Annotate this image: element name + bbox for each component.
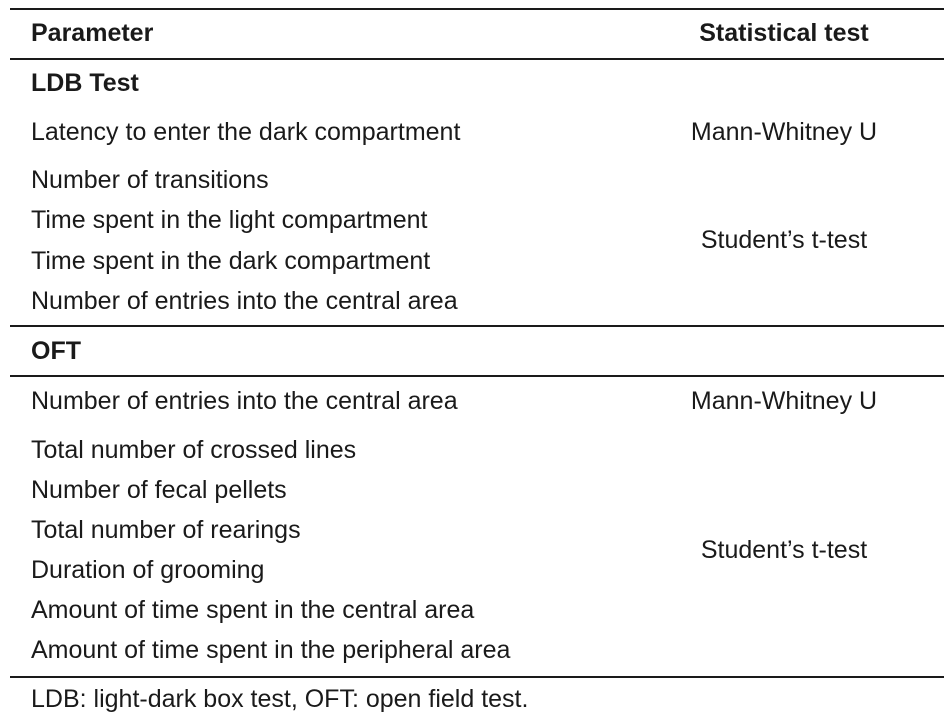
header-rule xyxy=(10,58,944,60)
param-row: Number of transitions xyxy=(31,166,269,194)
param-row: Total number of crossed lines xyxy=(31,436,357,464)
param-row: Time spent in the dark compartment xyxy=(31,247,431,275)
test-cell: Mann-Whitney U xyxy=(690,387,878,415)
header-statistical-test: Statistical test xyxy=(699,19,869,47)
section-rule-1 xyxy=(10,325,944,327)
param-row: Duration of grooming xyxy=(31,556,265,584)
param-row: Number of entries into the central area xyxy=(31,287,458,315)
param-row: Number of entries into the central area xyxy=(31,387,458,415)
test-cell: Student’s t-test xyxy=(700,536,868,564)
section-title-oft: OFT xyxy=(31,337,81,365)
test-cell: Student’s t-test xyxy=(700,226,868,254)
parameter-test-table xyxy=(10,8,944,720)
param-row: Time spent in the light compartment xyxy=(31,206,428,234)
param-row: Number of fecal pellets xyxy=(31,476,287,504)
top-rule xyxy=(10,8,944,10)
test-cell: Mann-Whitney U xyxy=(690,118,878,146)
param-row: Total number of rearings xyxy=(31,516,301,544)
param-row: Amount of time spent in the central area xyxy=(31,596,475,624)
table-footnote: LDB: light-dark box test, OFT: open field test. xyxy=(31,685,529,713)
header-parameter: Parameter xyxy=(31,19,154,47)
param-row: Amount of time spent in the peripheral area xyxy=(31,636,511,664)
section-title-ldb: LDB Test xyxy=(31,69,139,97)
param-row: Latency to enter the dark compartment xyxy=(31,118,461,146)
section-rule-2 xyxy=(10,375,944,377)
bottom-rule xyxy=(10,676,944,678)
